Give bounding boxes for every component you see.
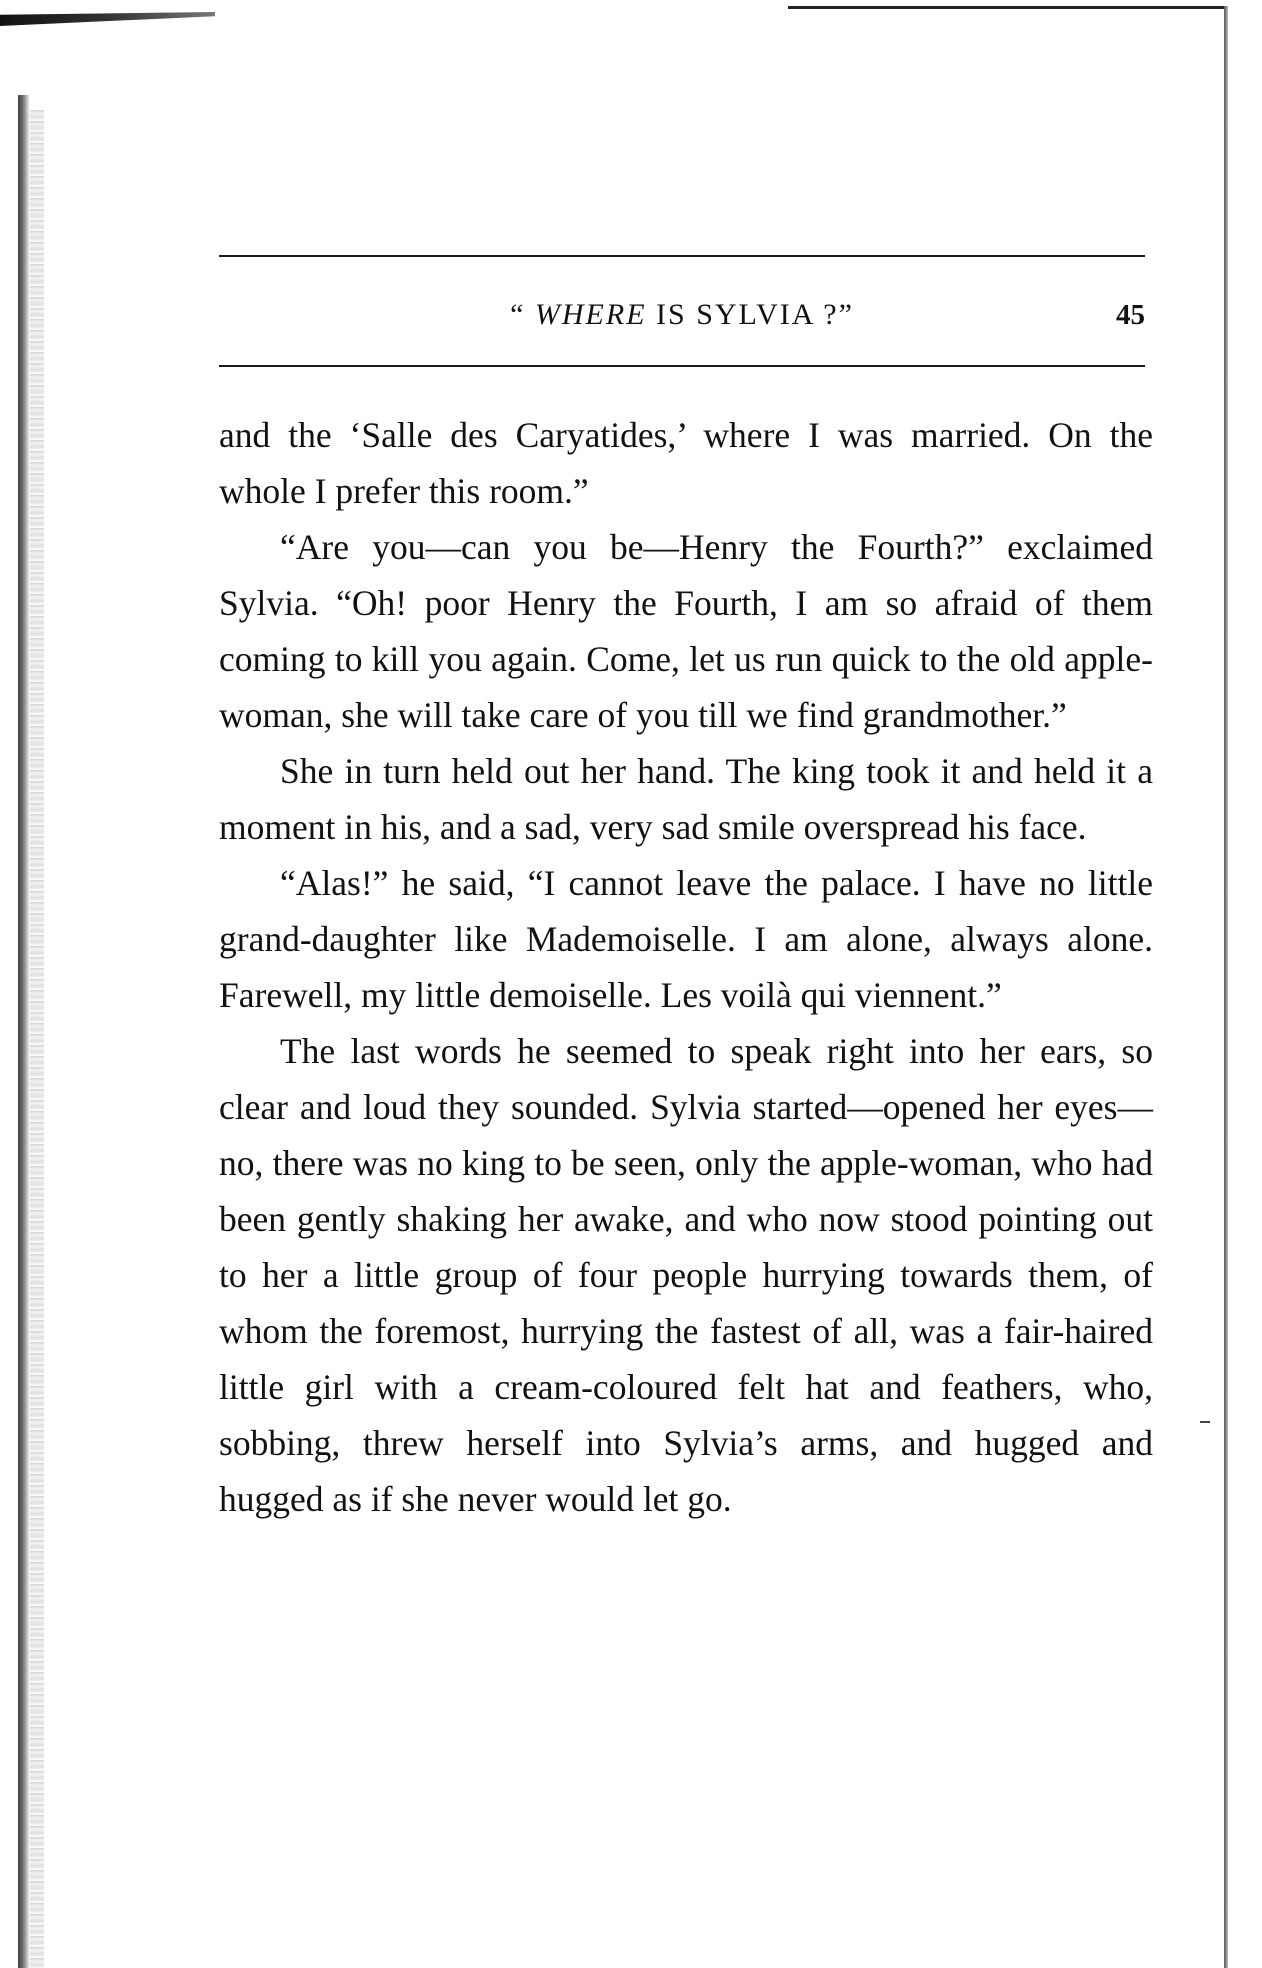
paragraph: The last words he seemed to speak right into her ears, so clear and loud they sounded. Sylvia started—opened her eyes—no, there was no king to be seen, only the apple-woman, who had been gently shaking her awake, and who now stood pointing out to her a little group of four people hurrying towards them, of whom the foremost, hurrying the fastest of all, was a fair-haired little girl with a cream-coloured felt hat and feathers, who, sobbing, threw herself into Sylvia’s arms, and hugged and hugged as if she never would let go.	[219, 1031, 1153, 1519]
paragraph-continued: and the ‘Salle des Caryatides,’ where I was married. On the whole I prefer this room.”	[219, 415, 1153, 511]
header-rule-bottom	[219, 365, 1145, 367]
running-title-open-quote: “	[510, 298, 535, 331]
paragraph: She in turn held out her hand. The king took it and held it a moment in his, and a sad, very sad smile overspread his face.	[219, 751, 1153, 847]
body-text	[219, 407, 1153, 1527]
running-title-italic: WHERE	[534, 298, 647, 331]
paragraph: “Are you—can you be—Henry the Fourth?” exclaimed Sylvia. “Oh! poor Henry the Fourth, I am so afraid of them coming to kill you again. Come, let us run quick to the old apple-woman, she will take care of you till we find grandmother.”	[219, 527, 1153, 735]
header-rule-top	[219, 255, 1145, 257]
page-right-edge	[1224, 6, 1228, 1968]
book-spine-texture	[30, 110, 44, 1968]
running-title-rest: IS SYLVIA ?”	[646, 298, 854, 331]
running-title	[219, 290, 1145, 340]
running-head	[219, 290, 1145, 340]
page-number: 45	[1116, 299, 1145, 331]
margin-mark	[1200, 1421, 1210, 1423]
paragraph: “Alas!” he said, “I cannot leave the palace. I have no little grand-daughter like Mademoiselle. I am alone, always alone. Farewell, my little demoiselle. Les voilà qui viennent.”	[219, 863, 1153, 1015]
scan-edge-mark	[0, 12, 215, 26]
book-spine-shadow	[18, 95, 30, 1968]
scan-edge-line	[788, 6, 1228, 9]
